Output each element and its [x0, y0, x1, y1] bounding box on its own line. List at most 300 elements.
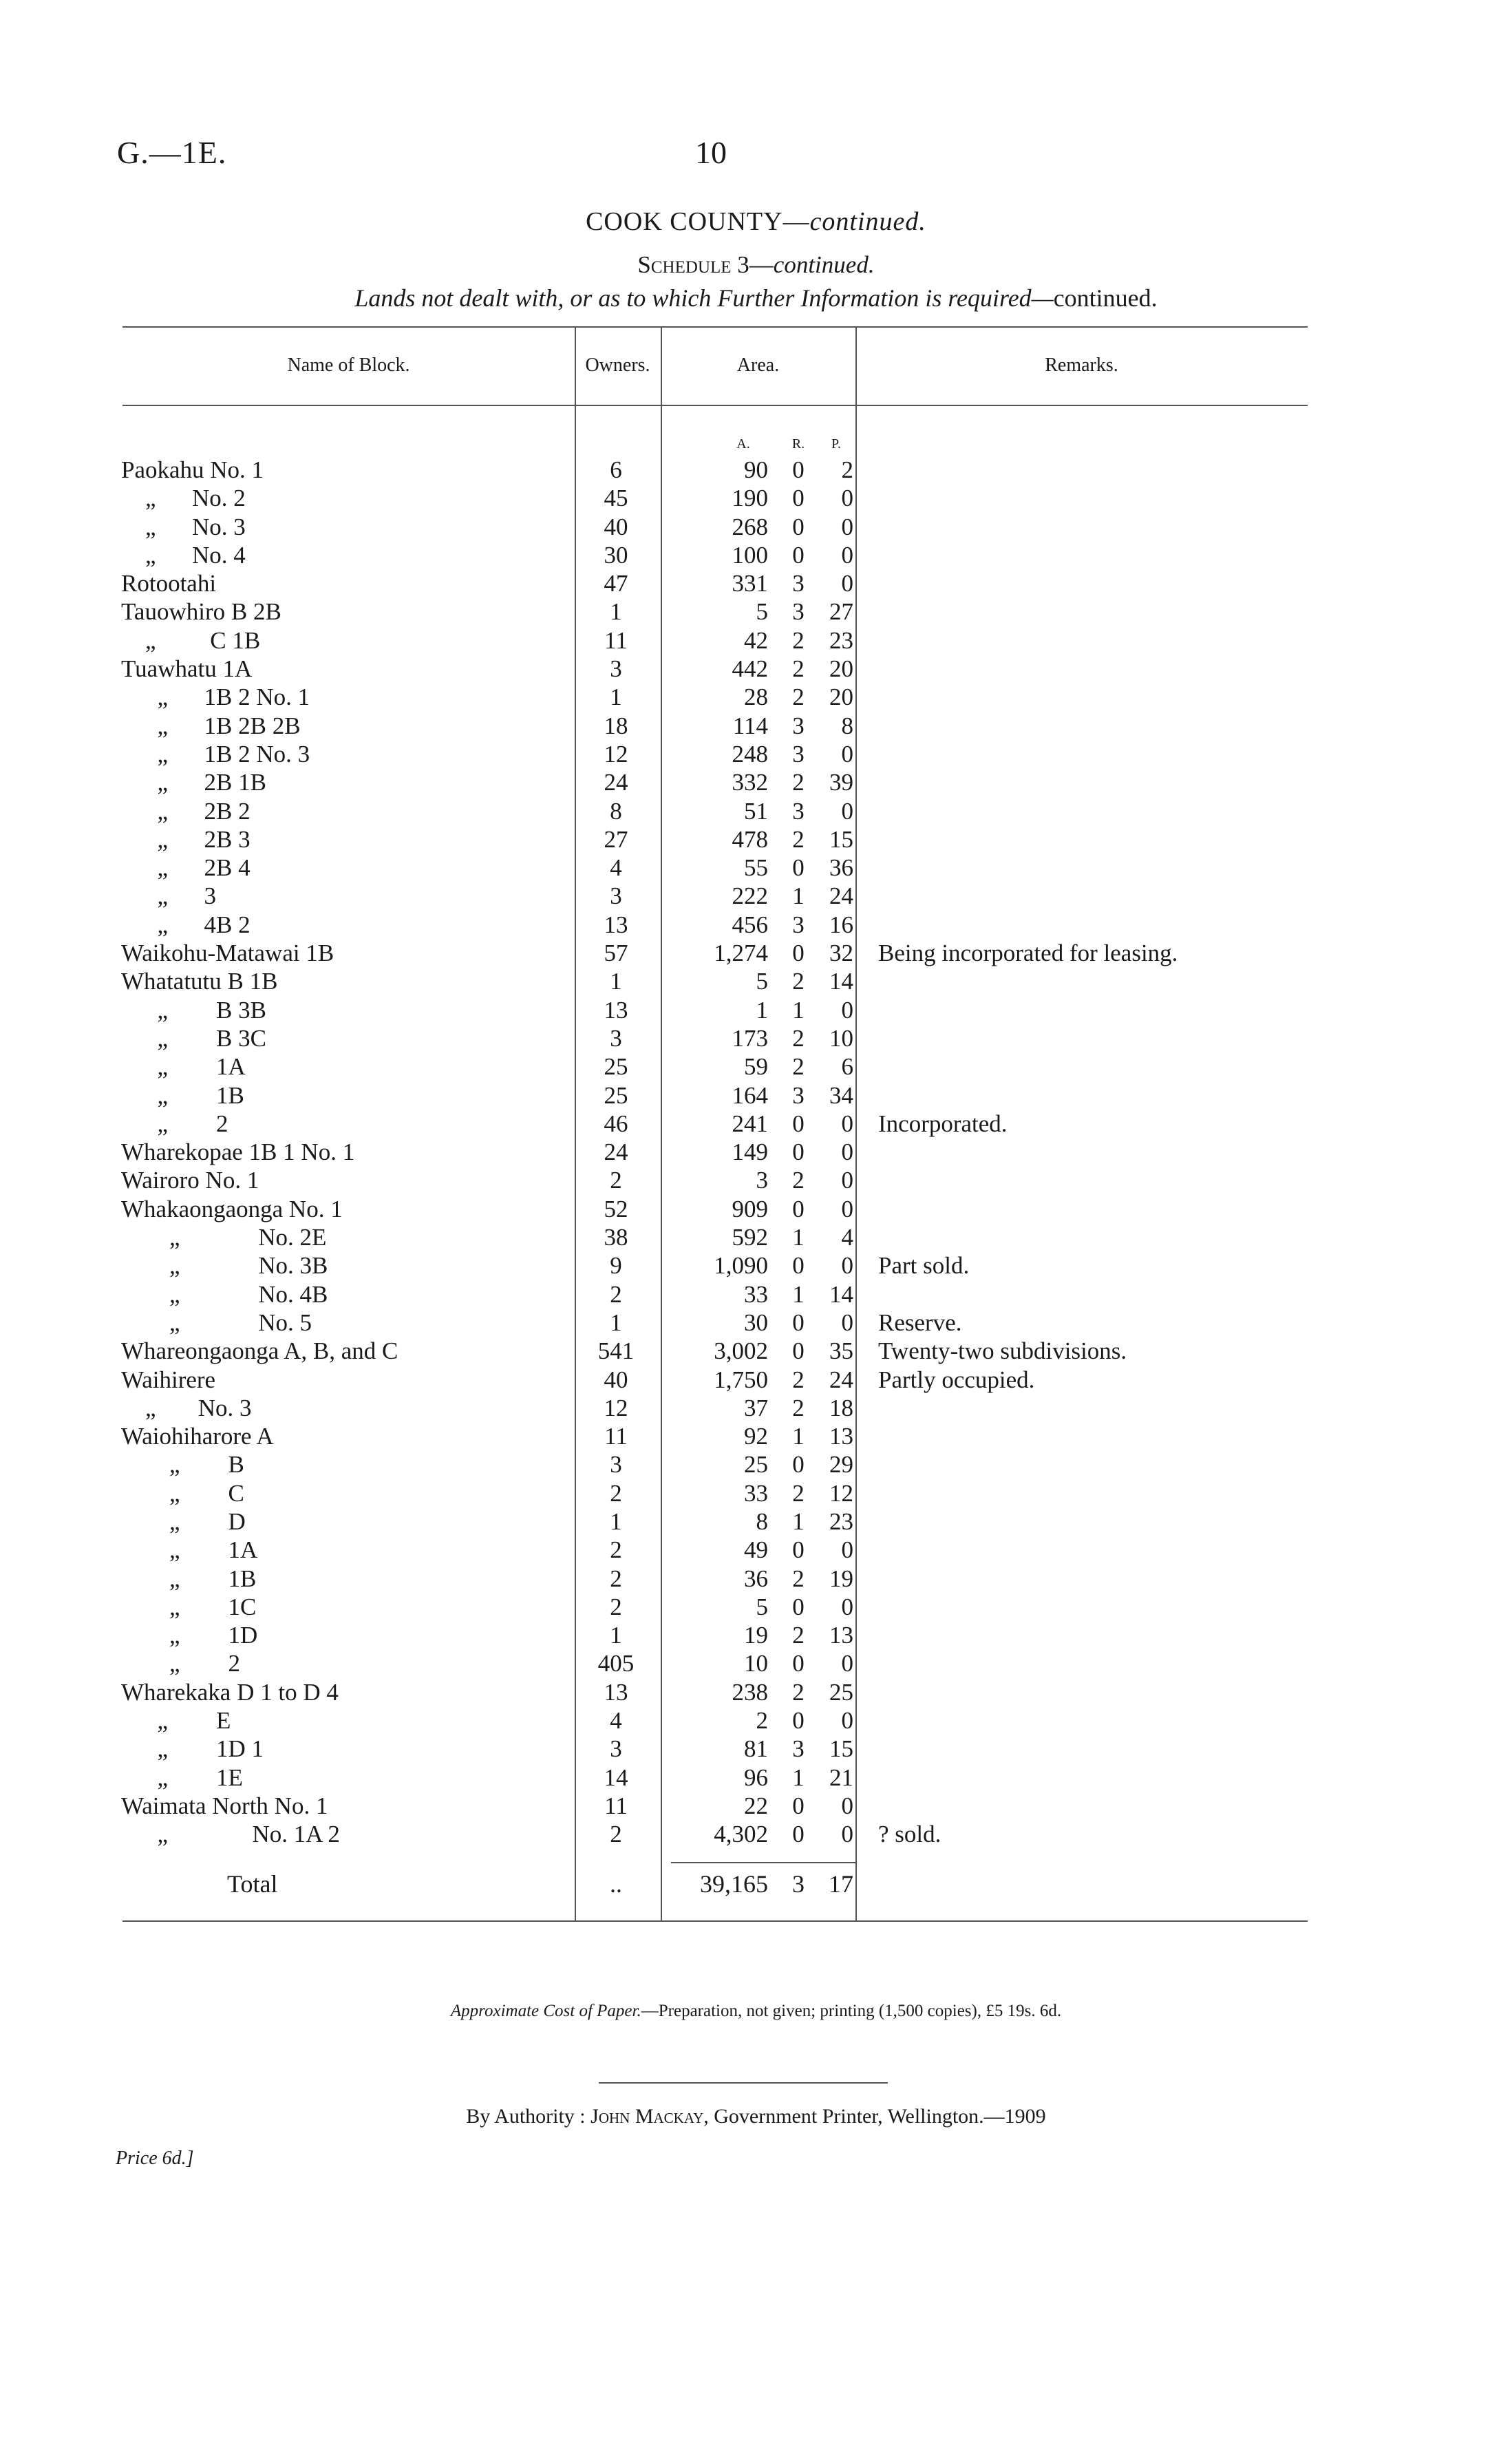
area-perches: 0 — [841, 996, 853, 1024]
block-name: Tuawhatu 1A — [121, 655, 253, 683]
table-row — [0, 1138, 1512, 1166]
table-row — [0, 797, 1512, 825]
area-perches: 12 — [829, 1479, 853, 1507]
area-roods: 2 — [792, 655, 805, 683]
area-perches-subheader: P. — [831, 436, 841, 452]
area-roods-subheader: R. — [791, 436, 805, 452]
total-owners: .. — [610, 1870, 622, 1898]
area-perches: 6 — [841, 1053, 853, 1081]
block-name: „ 1B 2 No. 1 — [121, 684, 310, 711]
area-acres: 92 — [744, 1423, 768, 1450]
table-row — [0, 996, 1512, 1024]
lands-description: Lands not dealt with, or as to which Further Information is required— — [354, 284, 1054, 312]
area-roods: 2 — [792, 968, 805, 995]
owners-count: 40 — [604, 513, 628, 540]
owners-count: 46 — [604, 1110, 628, 1137]
area-acres: 51 — [744, 797, 768, 825]
table-row — [0, 854, 1512, 882]
area-acres: 1,274 — [714, 940, 768, 967]
document-reference: G.—1E. — [117, 135, 227, 170]
block-name: Paokahu No. 1 — [121, 456, 264, 483]
block-name: „ 3 — [121, 882, 217, 910]
area-roods: 0 — [792, 854, 805, 882]
block-name: „ B 3C — [121, 1024, 266, 1052]
area-roods: 2 — [792, 1053, 805, 1081]
schedule-name: Schedule 3— — [637, 251, 774, 278]
table-row — [0, 1366, 1512, 1394]
area-acres: 442 — [732, 655, 768, 683]
table-row — [0, 1763, 1512, 1792]
total-roods: 3 — [792, 1870, 805, 1898]
area-perches: 13 — [829, 1622, 853, 1649]
area-roods: 1 — [792, 996, 805, 1024]
owners-count: 38 — [604, 1224, 628, 1251]
area-roods: 0 — [792, 1821, 805, 1848]
owners-count: 1 — [610, 598, 622, 626]
area-acres: 33 — [744, 1479, 768, 1507]
area-acres: 81 — [744, 1735, 768, 1763]
table-row — [0, 569, 1512, 597]
area-perches: 36 — [829, 854, 853, 882]
block-name: „ 4B 2 — [121, 911, 251, 938]
area-perches: 35 — [829, 1337, 853, 1365]
table-row — [0, 655, 1512, 683]
area-roods: 1 — [792, 1763, 805, 1791]
owners-count: 30 — [604, 541, 628, 569]
owners-count: 3 — [610, 1451, 622, 1479]
area-roods: 1 — [792, 1507, 805, 1535]
area-roods: 0 — [792, 1451, 805, 1479]
owners-count: 27 — [604, 825, 628, 853]
owners-count: 13 — [604, 996, 628, 1024]
column-header-remarks: Remarks. — [1045, 354, 1118, 376]
block-name: „ 2 — [121, 1650, 241, 1677]
approx-cost-label: Approximate Cost of Paper. — [450, 2002, 641, 2020]
table-row — [0, 1394, 1512, 1422]
area-perches: 18 — [829, 1394, 853, 1421]
area-perches: 0 — [841, 1110, 853, 1137]
area-roods: 2 — [792, 1167, 805, 1194]
block-name: „ No. 4B — [121, 1280, 328, 1308]
table-row — [0, 1621, 1512, 1649]
area-acres: 4,302 — [714, 1821, 768, 1848]
authority-line — [0, 2105, 1512, 2128]
county-name: COOK COUNTY— — [586, 207, 810, 236]
area-perches: 25 — [829, 1678, 853, 1706]
table-row — [0, 1593, 1512, 1621]
table-row — [0, 1110, 1512, 1138]
table-row — [0, 484, 1512, 512]
block-name: „ 1C — [121, 1593, 257, 1620]
total-acres: 39,165 — [700, 1870, 768, 1898]
area-roods: 1 — [792, 1224, 805, 1251]
block-name: „ E — [121, 1707, 231, 1735]
authority-rule — [599, 2082, 888, 2084]
table-row — [0, 1678, 1512, 1706]
owners-count: 12 — [604, 740, 628, 767]
area-perches: 23 — [829, 1507, 853, 1535]
block-name: Waikohu-Matawai 1B — [121, 940, 334, 967]
area-perches: 10 — [829, 1024, 853, 1052]
county-title — [0, 206, 1512, 237]
table-row — [0, 1422, 1512, 1450]
area-roods: 1 — [792, 1423, 805, 1450]
owners-count: 18 — [604, 712, 628, 739]
area-acres: 33 — [744, 1280, 768, 1308]
owners-count: 45 — [604, 485, 628, 512]
block-name: „ 2B 3 — [121, 825, 251, 853]
table-row — [0, 825, 1512, 854]
area-roods: 2 — [792, 1678, 805, 1706]
block-name: „ No. 3 — [121, 513, 246, 540]
table-bottom-rule — [123, 1920, 1308, 1922]
area-roods: 0 — [792, 513, 805, 540]
area-roods: 0 — [792, 940, 805, 967]
area-perches: 0 — [841, 485, 853, 512]
table-row — [0, 1450, 1512, 1479]
owners-count: 1 — [610, 1507, 622, 1535]
block-name: „ No. 3 — [121, 1394, 252, 1421]
owners-count: 541 — [597, 1337, 635, 1365]
area-acres: 37 — [744, 1394, 768, 1421]
area-roods: 0 — [792, 1536, 805, 1564]
table-row — [0, 911, 1512, 939]
area-roods: 1 — [792, 1280, 805, 1308]
owners-count: 405 — [597, 1650, 635, 1677]
area-roods: 3 — [792, 598, 805, 626]
authority-suffix: , Government Printer, Wellington.—1909 — [703, 2105, 1046, 2128]
area-perches: 0 — [841, 1792, 853, 1819]
total-row — [0, 1867, 1512, 1901]
block-name: Waimata North No. 1 — [121, 1792, 328, 1819]
area-acres: 5 — [756, 1593, 768, 1620]
area-acres: 5 — [756, 598, 768, 626]
block-name: „ 1A — [121, 1536, 258, 1564]
block-name: Whakaongaonga No. 1 — [121, 1195, 343, 1222]
column-header-name: Name of Block. — [287, 354, 410, 376]
area-perches: 34 — [829, 1081, 853, 1109]
table-row — [0, 712, 1512, 740]
owners-count: 2 — [610, 1280, 622, 1308]
area-perches: 0 — [841, 797, 853, 825]
printer-name: John Mackay — [590, 2105, 704, 2128]
area-perches: 29 — [829, 1451, 853, 1479]
price-note: Price 6d.] — [116, 2148, 194, 2169]
area-roods: 0 — [792, 1650, 805, 1677]
owners-count: 57 — [604, 940, 628, 967]
block-name: „ 1E — [121, 1763, 243, 1791]
header-bottom-rule — [123, 405, 1308, 406]
owners-count: 4 — [610, 854, 622, 882]
area-acres: 478 — [732, 825, 768, 853]
area-perches: 0 — [841, 1138, 853, 1166]
area-perches: 23 — [829, 626, 853, 654]
area-roods: 0 — [792, 1110, 805, 1137]
area-roods: 0 — [792, 456, 805, 483]
lands-continued: continued. — [1053, 284, 1158, 312]
area-acres: 96 — [744, 1763, 768, 1791]
table-row — [0, 1166, 1512, 1194]
area-acres: 241 — [732, 1110, 768, 1137]
total-perches: 17 — [829, 1870, 853, 1898]
area-roods: 3 — [792, 570, 805, 597]
table-row — [0, 768, 1512, 796]
remarks: Reserve. — [878, 1309, 962, 1336]
table-row — [0, 456, 1512, 484]
county-continued: continued. — [809, 207, 926, 236]
block-name: „ B — [121, 1451, 244, 1479]
area-roods: 2 — [792, 1479, 805, 1507]
area-perches: 0 — [841, 1593, 853, 1620]
remarks: Incorporated. — [878, 1110, 1008, 1137]
table-row — [0, 1052, 1512, 1081]
schedule-continued: continued. — [773, 251, 875, 278]
area-perches: 0 — [841, 570, 853, 597]
owners-count: 9 — [610, 1252, 622, 1280]
block-name: Whatatutu B 1B — [121, 968, 278, 995]
block-name: „ 1B 2 No. 3 — [121, 740, 310, 767]
schedule-title — [0, 251, 1512, 279]
owners-count: 3 — [610, 655, 622, 683]
owners-count: 1 — [610, 1309, 622, 1336]
block-name: „ No. 5 — [121, 1309, 312, 1336]
block-name: „ B 3B — [121, 996, 266, 1024]
area-acres: 3 — [756, 1167, 768, 1194]
owners-count: 52 — [604, 1195, 628, 1222]
area-perches: 13 — [829, 1423, 853, 1450]
block-name: „ 2B 4 — [121, 854, 251, 882]
area-perches: 15 — [829, 825, 853, 853]
area-acres: 90 — [744, 456, 768, 483]
area-acres: 2 — [756, 1707, 768, 1735]
owners-count: 6 — [610, 456, 622, 483]
area-acres: 331 — [732, 570, 768, 597]
area-roods: 0 — [792, 1593, 805, 1620]
table-row — [0, 740, 1512, 768]
area-acres: 55 — [744, 854, 768, 882]
table-row — [0, 1309, 1512, 1337]
page-number: 10 — [695, 135, 727, 170]
area-roods: 3 — [792, 797, 805, 825]
block-name: Wharekopae 1B 1 No. 1 — [121, 1138, 355, 1166]
area-perches: 19 — [829, 1565, 853, 1592]
block-name: Tauowhiro B 2B — [121, 598, 281, 626]
table-row — [0, 1565, 1512, 1593]
area-perches: 4 — [841, 1224, 853, 1251]
owners-count: 3 — [610, 1735, 622, 1763]
area-acres: 8 — [756, 1507, 768, 1535]
area-roods: 3 — [792, 911, 805, 938]
area-roods: 2 — [792, 1024, 805, 1052]
area-perches: 0 — [841, 1167, 853, 1194]
table-row — [0, 1337, 1512, 1365]
area-acres: 25 — [744, 1451, 768, 1479]
area-roods: 0 — [792, 1337, 805, 1365]
block-name: „ 2B 2 — [121, 797, 251, 825]
area-perches: 24 — [829, 882, 853, 910]
area-perches: 0 — [841, 1707, 853, 1735]
area-perches: 14 — [829, 968, 853, 995]
approx-cost-text: —Preparation, not given; printing (1,500 copies), £5 19s. 6d. — [641, 2002, 1062, 2020]
total-top-rule — [671, 1862, 857, 1863]
table-row — [0, 597, 1512, 626]
table-row — [0, 1792, 1512, 1820]
area-acres: 22 — [744, 1792, 768, 1819]
authority-prefix: By Authority : — [466, 2105, 586, 2128]
area-acres: 3,002 — [714, 1337, 768, 1365]
block-name: „ No. 4 — [121, 541, 246, 569]
area-acres: 222 — [732, 882, 768, 910]
owners-count: 3 — [610, 1024, 622, 1052]
remarks: Part sold. — [878, 1252, 970, 1280]
table-row — [0, 541, 1512, 569]
remarks: Being incorporated for leasing. — [878, 940, 1178, 967]
area-roods: 0 — [792, 1792, 805, 1819]
owners-count: 2 — [610, 1167, 622, 1194]
area-perches: 8 — [841, 712, 853, 739]
area-acres: 114 — [732, 712, 768, 739]
area-acres: 19 — [744, 1622, 768, 1649]
area-perches: 0 — [841, 1650, 853, 1677]
table-row — [0, 882, 1512, 910]
area-acres: 173 — [732, 1024, 768, 1052]
area-perches: 21 — [829, 1763, 853, 1791]
owners-count: 24 — [604, 1138, 628, 1166]
table-row — [0, 626, 1512, 655]
table-row — [0, 1649, 1512, 1677]
area-perches: 0 — [841, 1821, 853, 1848]
area-acres: 28 — [744, 684, 768, 711]
block-name: „ C 1B — [121, 626, 261, 654]
block-name: „ 2B 1B — [121, 769, 266, 796]
owners-count: 11 — [604, 626, 628, 654]
area-roods: 0 — [792, 1707, 805, 1735]
owners-count: 47 — [604, 570, 628, 597]
owners-count: 1 — [610, 968, 622, 995]
table-row — [0, 1820, 1512, 1848]
area-roods: 0 — [792, 1138, 805, 1166]
table-row — [0, 1251, 1512, 1280]
remarks: ? sold. — [878, 1821, 941, 1848]
block-name: „ 1D — [121, 1622, 258, 1649]
block-name: Whareongaonga A, B, and C — [121, 1337, 398, 1365]
block-name: „ D — [121, 1507, 246, 1535]
block-name: Wairoro No. 1 — [121, 1167, 259, 1194]
area-perches: 15 — [829, 1735, 853, 1763]
area-acres: 909 — [732, 1195, 768, 1222]
area-acres: 49 — [744, 1536, 768, 1564]
area-acres: 1 — [756, 996, 768, 1024]
owners-count: 13 — [604, 911, 628, 938]
area-acres: 248 — [732, 740, 768, 767]
area-roods: 2 — [792, 626, 805, 654]
area-acres-subheader: A. — [736, 436, 750, 452]
area-acres: 268 — [732, 513, 768, 540]
area-perches: 0 — [841, 1252, 853, 1280]
area-roods: 0 — [792, 1309, 805, 1336]
block-name: „ 2 — [121, 1110, 228, 1137]
table-row — [0, 1280, 1512, 1309]
area-perches: 14 — [829, 1280, 853, 1308]
remarks: Partly occupied. — [878, 1366, 1035, 1393]
area-acres: 592 — [732, 1224, 768, 1251]
table-row — [0, 1536, 1512, 1564]
area-roods: 3 — [792, 1735, 805, 1763]
table-row — [0, 1507, 1512, 1536]
owners-count: 3 — [610, 882, 622, 910]
area-roods: 3 — [792, 1081, 805, 1109]
area-acres: 30 — [744, 1309, 768, 1336]
area-roods: 2 — [792, 769, 805, 796]
owners-count: 12 — [604, 1394, 628, 1421]
area-acres: 10 — [744, 1650, 768, 1677]
area-perches: 0 — [841, 1195, 853, 1222]
area-perches: 39 — [829, 769, 853, 796]
area-acres: 100 — [732, 541, 768, 569]
column-header-owners: Owners. — [585, 354, 650, 376]
area-perches: 20 — [829, 655, 853, 683]
block-name: „ 1D 1 — [121, 1735, 264, 1763]
block-name: „ 1B — [121, 1565, 257, 1592]
owners-count: 11 — [604, 1423, 628, 1450]
area-acres: 238 — [732, 1678, 768, 1706]
block-name: „ C — [121, 1479, 244, 1507]
owners-count: 14 — [604, 1763, 628, 1791]
table-row — [0, 967, 1512, 995]
owners-count: 8 — [610, 797, 622, 825]
area-perches: 32 — [829, 940, 853, 967]
area-perches: 20 — [829, 684, 853, 711]
block-name: „ 1A — [121, 1053, 246, 1081]
area-acres: 1,090 — [714, 1252, 768, 1280]
block-name: „ 1B — [121, 1081, 244, 1109]
table-body — [0, 456, 1512, 1849]
remarks: Twenty-two subdivisions. — [878, 1337, 1127, 1365]
area-roods: 2 — [792, 1565, 805, 1592]
block-name: „ No. 2 — [121, 485, 246, 512]
table-row — [0, 1735, 1512, 1763]
block-name: Waiohiharore A — [121, 1423, 274, 1450]
area-perches: 0 — [841, 1309, 853, 1336]
owners-count: 25 — [604, 1053, 628, 1081]
table-row — [0, 1081, 1512, 1110]
area-perches: 2 — [841, 456, 853, 483]
owners-count: 25 — [604, 1081, 628, 1109]
area-perches: 0 — [841, 1536, 853, 1564]
area-perches: 0 — [841, 513, 853, 540]
column-header-area: Area. — [736, 354, 780, 376]
area-roods: 1 — [792, 882, 805, 910]
approximate-cost-note — [0, 2002, 1512, 2021]
area-acres: 164 — [732, 1081, 768, 1109]
owners-count: 40 — [604, 1366, 628, 1393]
owners-count: 2 — [610, 1821, 622, 1848]
area-acres: 42 — [744, 626, 768, 654]
owners-count: 11 — [604, 1792, 628, 1819]
table-row — [0, 513, 1512, 541]
block-name: „ No. 3B — [121, 1252, 328, 1280]
area-acres: 1,750 — [714, 1366, 768, 1393]
area-roods: 0 — [792, 1252, 805, 1280]
area-perches: 0 — [841, 740, 853, 767]
total-label: Total — [227, 1870, 278, 1898]
block-name: „ No. 2E — [121, 1224, 327, 1251]
area-roods: 0 — [792, 541, 805, 569]
owners-count: 1 — [610, 684, 622, 711]
area-acres: 36 — [744, 1565, 768, 1592]
table-subtitle — [0, 284, 1512, 313]
area-acres: 5 — [756, 968, 768, 995]
